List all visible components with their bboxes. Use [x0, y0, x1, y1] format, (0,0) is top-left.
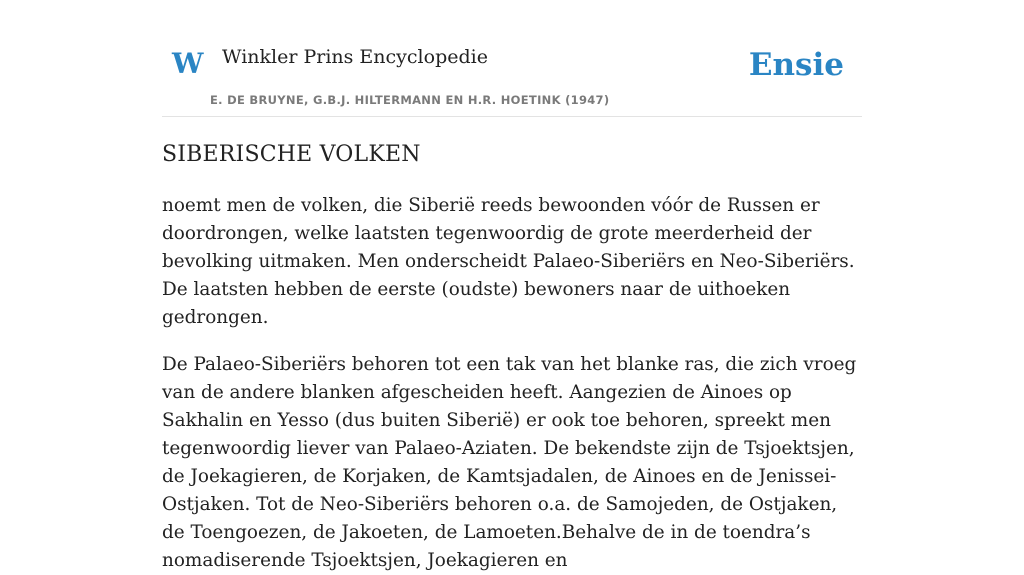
article-body	[162, 138, 862, 575]
article-paragraph-2: De Palaeo-Siberiërs behoren tot een tak van het blanke ras, die zich vroeg van de andere blanken afgescheiden heeft. Aangezien de Ainoes op Sakhalin en Yesso (dus buiten Siberië) er ook toe behoren, spreekt men tegenwoordig liever van Palaeo-Aziaten. De bekendste zijn de Tsjoektsjen, de Joekagieren, de Korjaken, de Kamtsjadalen, de Ainoes en de Jenissei-Ostjaken. Tot de Neo-Siberiërs behoren o.a. de Samojeden, de Ostjaken, de Toengoezen, de Jakoeten, de Lamoeten.Behalve de in de toendra’s nomadiserende Tsjoektsjen, Joekagieren en	[162, 354, 857, 571]
winkler-prins-logo-icon[interactable]: W	[172, 47, 204, 80]
article-paragraph-1: noemt men de volken, die Siberië reeds bewoonden vóór de Russen er doordrongen, welke laatsten tegenwoordig de grote meerderheid der bevolking uitmaken. Men onderscheidt Palaeo-Siberiërs en Neo-Siberiërs. De laatsten hebben de eerste (oudste) bewoners naar de uithoeken gedrongen.	[162, 195, 855, 328]
site-header	[162, 0, 862, 117]
article-title: SIBERISCHE VOLKEN	[162, 142, 421, 167]
ensie-brand-link[interactable]: Ensie	[748, 47, 844, 83]
work-title[interactable]: Winkler Prins Encyclopedie	[222, 46, 488, 68]
work-authors: E. DE BRUYNE, G.B.J. HILTERMANN EN H.R. HOETINK (1947)	[210, 93, 610, 107]
